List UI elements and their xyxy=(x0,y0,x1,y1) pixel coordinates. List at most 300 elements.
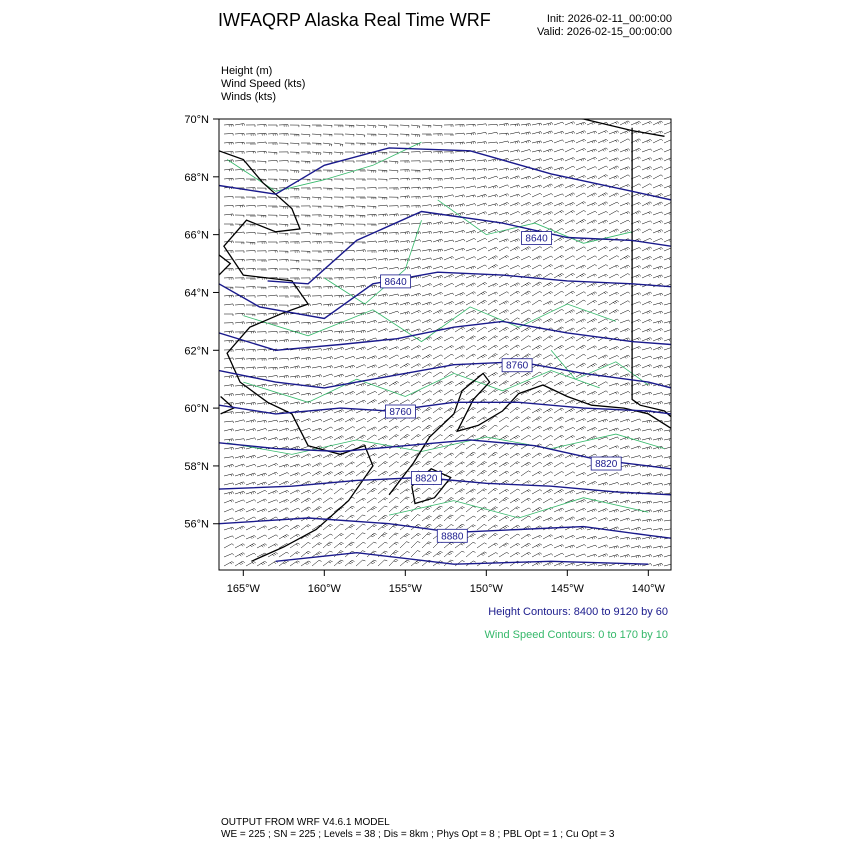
coastline xyxy=(219,229,230,275)
wind-barb xyxy=(378,453,388,458)
wind-barb xyxy=(455,257,465,260)
wind-barb xyxy=(279,125,288,127)
wind-barb xyxy=(587,328,597,332)
wind-barb xyxy=(422,222,432,225)
wind-barb xyxy=(312,161,321,163)
wind-barb xyxy=(664,166,674,170)
wind-barb xyxy=(257,269,266,271)
wind-barb xyxy=(653,338,663,341)
wind-barb xyxy=(367,400,377,404)
wind-barb xyxy=(653,356,663,359)
wind-barb xyxy=(389,400,399,404)
wind-barb xyxy=(510,327,520,332)
wind-barb xyxy=(488,300,498,305)
wind-barb xyxy=(620,292,630,296)
wind-barb xyxy=(598,193,608,197)
wind-barb xyxy=(279,143,288,145)
wind-barb xyxy=(488,470,498,476)
wind-barb xyxy=(235,394,245,396)
wind-barb xyxy=(664,420,674,422)
wind-barb xyxy=(345,259,354,261)
wind-barb xyxy=(653,256,663,260)
wind-barb xyxy=(642,274,652,278)
wind-barb xyxy=(532,472,542,477)
wind-barb xyxy=(312,402,322,404)
wind-barb xyxy=(444,222,454,224)
wind-barb xyxy=(598,355,608,359)
wind-barb xyxy=(345,330,355,332)
wind-barb xyxy=(334,268,343,270)
wind-barb xyxy=(290,534,300,539)
wind-barb xyxy=(356,321,366,324)
wind-barb xyxy=(279,339,289,342)
wind-barb xyxy=(301,561,311,566)
wind-barb xyxy=(455,462,465,467)
wind-barb xyxy=(598,301,608,305)
wind-barb xyxy=(389,258,399,260)
wind-barb xyxy=(224,464,234,467)
wind-barb xyxy=(477,124,487,126)
wind-barb xyxy=(257,367,266,369)
wind-barb xyxy=(631,537,641,540)
wind-barb xyxy=(235,152,244,154)
wind-barb xyxy=(389,515,398,521)
wind-barb xyxy=(433,346,443,350)
wind-barb xyxy=(521,327,531,332)
wind-barb xyxy=(554,435,564,440)
field-wind-speed-label: Wind Speed (kts) xyxy=(221,78,306,90)
wind-barb xyxy=(389,329,399,332)
wind-barb xyxy=(268,232,277,234)
wind-barb xyxy=(323,542,332,548)
wind-barb xyxy=(609,437,619,440)
wind-barb xyxy=(400,382,410,386)
wind-barb xyxy=(224,197,233,199)
wind-barb xyxy=(488,169,498,171)
wind-barb xyxy=(400,426,410,431)
wind-barb xyxy=(598,220,608,224)
wind-barb xyxy=(268,420,278,422)
wind-barb xyxy=(488,553,498,558)
wind-barb xyxy=(521,490,531,494)
wind-barb xyxy=(521,552,531,557)
wind-barb xyxy=(565,554,575,557)
wind-barb xyxy=(631,501,641,503)
wind-barb xyxy=(576,491,586,494)
wind-barb xyxy=(290,233,299,235)
wind-barb xyxy=(565,158,575,162)
wind-barb xyxy=(422,142,431,144)
wind-barb xyxy=(290,508,300,512)
wind-barb xyxy=(389,471,399,476)
wind-barb xyxy=(246,232,255,234)
wind-barb xyxy=(521,336,531,341)
wind-barb xyxy=(367,267,377,269)
wind-barb xyxy=(620,139,630,143)
wind-barb xyxy=(279,358,288,360)
wind-barb xyxy=(543,554,553,557)
wind-barb xyxy=(411,435,421,441)
wind-barb xyxy=(433,319,443,323)
wind-barb xyxy=(389,560,398,567)
wind-barb xyxy=(323,339,333,342)
wind-barb xyxy=(642,122,652,126)
wind-barb xyxy=(268,472,278,476)
wind-barb xyxy=(246,331,255,333)
wind-barb xyxy=(532,498,542,503)
wind-barb xyxy=(477,168,487,170)
wind-barb xyxy=(444,346,454,351)
wind-barb xyxy=(653,474,663,476)
wind-barb xyxy=(268,305,277,307)
wind-barb xyxy=(653,139,663,143)
wind-barb xyxy=(268,535,278,539)
wind-barb xyxy=(587,481,597,485)
wind-barb xyxy=(422,551,432,557)
wind-barb xyxy=(312,188,321,190)
wind-barb xyxy=(268,242,277,244)
wind-barb xyxy=(444,293,454,296)
wind-barb xyxy=(543,355,553,359)
wind-barb xyxy=(444,178,454,180)
wind-barb xyxy=(356,224,365,226)
wind-barb xyxy=(290,402,300,404)
wind-barb xyxy=(312,428,322,431)
wind-barb xyxy=(664,266,674,269)
wind-barb xyxy=(356,206,365,208)
wind-barb xyxy=(620,167,630,170)
wind-barb xyxy=(422,178,432,180)
wind-barb xyxy=(378,152,387,154)
wind-barb xyxy=(499,256,509,261)
wind-barb xyxy=(411,197,420,199)
coastline xyxy=(146,304,195,316)
wind-barb xyxy=(510,221,520,224)
wind-barb xyxy=(576,545,586,549)
wind-barb xyxy=(290,561,300,566)
wind-barb xyxy=(323,534,333,539)
wind-barb xyxy=(598,518,608,521)
wind-barb xyxy=(488,543,498,548)
wind-barb xyxy=(477,346,487,351)
lon-tick-label: 140°W xyxy=(631,583,665,595)
wind-barb xyxy=(510,407,520,413)
wind-barb xyxy=(268,438,278,441)
wind-barb xyxy=(576,158,586,161)
wind-barb xyxy=(290,170,299,173)
wind-barb xyxy=(224,232,233,234)
wind-barb xyxy=(664,483,674,486)
wind-barb xyxy=(653,238,663,242)
wind-barb xyxy=(345,401,355,405)
wind-barb xyxy=(378,498,388,503)
wind-barb xyxy=(521,132,531,135)
wind-barb xyxy=(422,302,432,305)
wind-barb xyxy=(312,134,321,137)
wind-barb xyxy=(422,364,432,368)
wind-barb xyxy=(620,528,630,530)
wind-barb xyxy=(598,229,608,233)
wind-barb xyxy=(642,429,652,431)
wind-barb xyxy=(488,212,498,215)
wind-barb xyxy=(488,204,498,206)
wind-barb xyxy=(521,256,531,260)
wind-barb xyxy=(510,124,520,127)
wind-barb xyxy=(279,420,289,422)
wind-barb xyxy=(224,447,234,449)
wind-barb xyxy=(598,265,608,269)
wind-barb xyxy=(543,408,553,413)
wind-barb xyxy=(510,185,520,188)
wind-barb xyxy=(268,170,277,172)
lon-tick-label: 145°W xyxy=(550,583,584,595)
wind-barb xyxy=(620,149,630,152)
wind-barb xyxy=(620,483,630,485)
wind-barb xyxy=(323,161,332,163)
wind-barb xyxy=(224,304,233,306)
wind-barb xyxy=(422,516,432,521)
wind-barb xyxy=(565,472,575,476)
wind-barb xyxy=(422,205,432,207)
wind-barb xyxy=(323,463,333,467)
wind-barb xyxy=(565,490,575,494)
wind-barb xyxy=(532,535,542,539)
wind-barb xyxy=(378,302,388,305)
wind-barb xyxy=(532,132,542,134)
wind-barb xyxy=(510,168,520,171)
wind-barb xyxy=(554,203,564,207)
wind-barb xyxy=(235,322,244,324)
wind-barb xyxy=(499,133,508,135)
wind-barb xyxy=(576,508,586,512)
wind-barb xyxy=(488,159,498,162)
wind-barb xyxy=(598,564,608,566)
wind-barb xyxy=(455,452,464,458)
wind-barb xyxy=(598,283,608,287)
wind-barb xyxy=(323,357,333,360)
wind-barb xyxy=(455,125,464,127)
wind-barb xyxy=(246,455,256,458)
wind-barb xyxy=(510,132,520,134)
wind-barb xyxy=(345,436,355,440)
wind-barb xyxy=(301,125,310,127)
wind-barb xyxy=(334,347,344,350)
wind-barb xyxy=(433,204,443,207)
wind-barb xyxy=(477,265,487,269)
wind-barb xyxy=(532,256,542,260)
wind-barb xyxy=(400,489,410,494)
wind-barb xyxy=(455,346,465,350)
wind-barb xyxy=(565,166,575,170)
wind-barb xyxy=(653,149,663,153)
wind-barb xyxy=(532,185,542,188)
wind-barb xyxy=(422,461,431,467)
wind-barb xyxy=(257,455,267,458)
wind-barb xyxy=(301,170,310,173)
wind-barb xyxy=(620,555,630,558)
contour-label-text: 8820 xyxy=(415,473,438,485)
wind-barb xyxy=(301,251,310,253)
wind-barb xyxy=(367,427,377,431)
wind-barb xyxy=(510,283,520,287)
wind-barb xyxy=(389,250,398,252)
wind-barb xyxy=(642,501,652,504)
wind-barb xyxy=(235,205,244,207)
wind-barb xyxy=(235,367,244,369)
wind-barb xyxy=(609,140,619,143)
wind-barb xyxy=(433,249,443,252)
wind-barb xyxy=(554,517,564,521)
wind-barb xyxy=(334,542,344,548)
wind-barb xyxy=(334,498,344,503)
wind-barb xyxy=(312,375,322,377)
wind-barb xyxy=(510,176,520,179)
wind-barb xyxy=(499,141,509,143)
wind-barb xyxy=(400,356,410,359)
wind-barb xyxy=(576,500,586,504)
wind-barb xyxy=(389,161,398,164)
wind-barb xyxy=(598,482,608,485)
wind-barb xyxy=(543,158,553,161)
wind-barb xyxy=(587,220,597,224)
wind-barb xyxy=(323,489,333,494)
wind-barb xyxy=(565,310,575,314)
wind-barb xyxy=(642,447,652,450)
wind-barb xyxy=(323,188,332,190)
wind-barb xyxy=(642,319,652,323)
wind-barb xyxy=(444,231,454,233)
wind-barb xyxy=(400,249,410,252)
wind-barb xyxy=(312,349,322,351)
lat-tick-label: 60°N xyxy=(184,403,209,416)
wind-barb xyxy=(477,425,487,431)
wind-barb xyxy=(367,346,377,350)
wind-barb xyxy=(543,149,553,152)
wind-barb xyxy=(488,124,497,126)
wind-barb xyxy=(532,176,542,179)
wind-barb xyxy=(389,143,398,146)
wind-barb xyxy=(609,400,619,404)
wind-barb xyxy=(378,311,388,314)
wind-barb xyxy=(400,302,410,305)
wind-barb xyxy=(224,421,233,423)
wind-barb xyxy=(466,498,476,503)
wind-barb xyxy=(587,292,597,296)
wind-barb xyxy=(257,287,266,289)
wind-barb xyxy=(631,121,641,125)
wind-barb xyxy=(477,470,487,476)
wind-barb xyxy=(488,533,498,539)
wind-barb xyxy=(345,206,354,208)
wind-barb xyxy=(466,328,476,332)
wind-barb xyxy=(521,124,531,127)
wind-barb xyxy=(433,551,443,557)
wind-barb xyxy=(356,400,366,404)
wind-barb xyxy=(290,286,299,288)
wind-barb xyxy=(598,419,608,422)
wind-barb xyxy=(246,251,255,253)
wind-barb xyxy=(488,462,498,467)
wind-barb xyxy=(576,167,586,171)
wind-barb xyxy=(477,444,487,449)
wind-barb xyxy=(312,241,321,243)
wind-barb xyxy=(312,206,321,208)
wind-barb xyxy=(576,273,586,278)
wind-barb xyxy=(576,481,586,485)
wind-barb xyxy=(653,248,663,252)
wind-barb xyxy=(378,250,388,253)
wind-barb xyxy=(477,543,487,548)
wind-barb xyxy=(565,482,575,486)
wind-barb xyxy=(532,319,542,323)
wind-barb xyxy=(290,188,299,191)
wind-barb xyxy=(510,462,520,467)
wind-barb xyxy=(224,295,233,297)
wind-barb xyxy=(587,256,597,260)
wind-barb xyxy=(477,498,487,503)
wind-barb xyxy=(466,372,476,377)
wind-barb xyxy=(235,160,244,162)
wind-barb xyxy=(246,517,256,521)
wind-barb xyxy=(543,212,553,215)
wind-barb xyxy=(323,507,333,512)
wind-barb xyxy=(488,328,498,333)
wind-barb xyxy=(301,419,311,422)
wind-barb xyxy=(312,419,322,422)
wind-barb xyxy=(598,428,608,431)
wind-barb xyxy=(554,220,564,225)
wind-barb xyxy=(334,152,343,155)
wind-barb xyxy=(312,455,322,458)
wind-barb xyxy=(422,372,432,377)
wind-barb xyxy=(312,260,321,262)
wind-barb xyxy=(499,247,509,251)
wind-barb xyxy=(411,533,421,539)
wind-barb xyxy=(532,544,542,548)
wind-barb xyxy=(400,452,409,458)
wind-barb xyxy=(246,553,256,557)
wind-barb xyxy=(499,417,509,422)
wind-barb xyxy=(257,428,267,431)
wind-barb xyxy=(532,516,542,521)
height-contours-legend: Height Contours: 8400 to 9120 by 60 xyxy=(488,606,668,618)
wind-barb xyxy=(609,518,619,521)
wind-barb xyxy=(466,489,476,494)
wind-barb xyxy=(587,346,597,350)
wind-barb xyxy=(367,417,377,422)
wind-barb xyxy=(587,391,597,395)
wind-barb xyxy=(367,507,377,513)
wind-barb xyxy=(411,364,421,368)
wind-barb xyxy=(268,393,278,395)
wind-barb xyxy=(378,232,387,234)
wind-barb xyxy=(477,507,487,512)
wind-barb xyxy=(268,331,277,333)
wind-barb xyxy=(367,516,377,521)
wind-barb xyxy=(312,489,322,494)
wind-barb xyxy=(631,456,641,458)
wind-barb xyxy=(422,542,431,548)
wind-barb xyxy=(554,184,564,188)
wind-barb xyxy=(521,534,531,539)
wind-barb xyxy=(466,283,476,287)
wind-barb xyxy=(565,238,575,242)
wind-barb xyxy=(268,215,277,217)
wind-barb xyxy=(290,143,299,146)
wind-barb xyxy=(642,329,652,332)
wind-barb xyxy=(499,444,509,450)
wind-barb xyxy=(334,427,344,431)
